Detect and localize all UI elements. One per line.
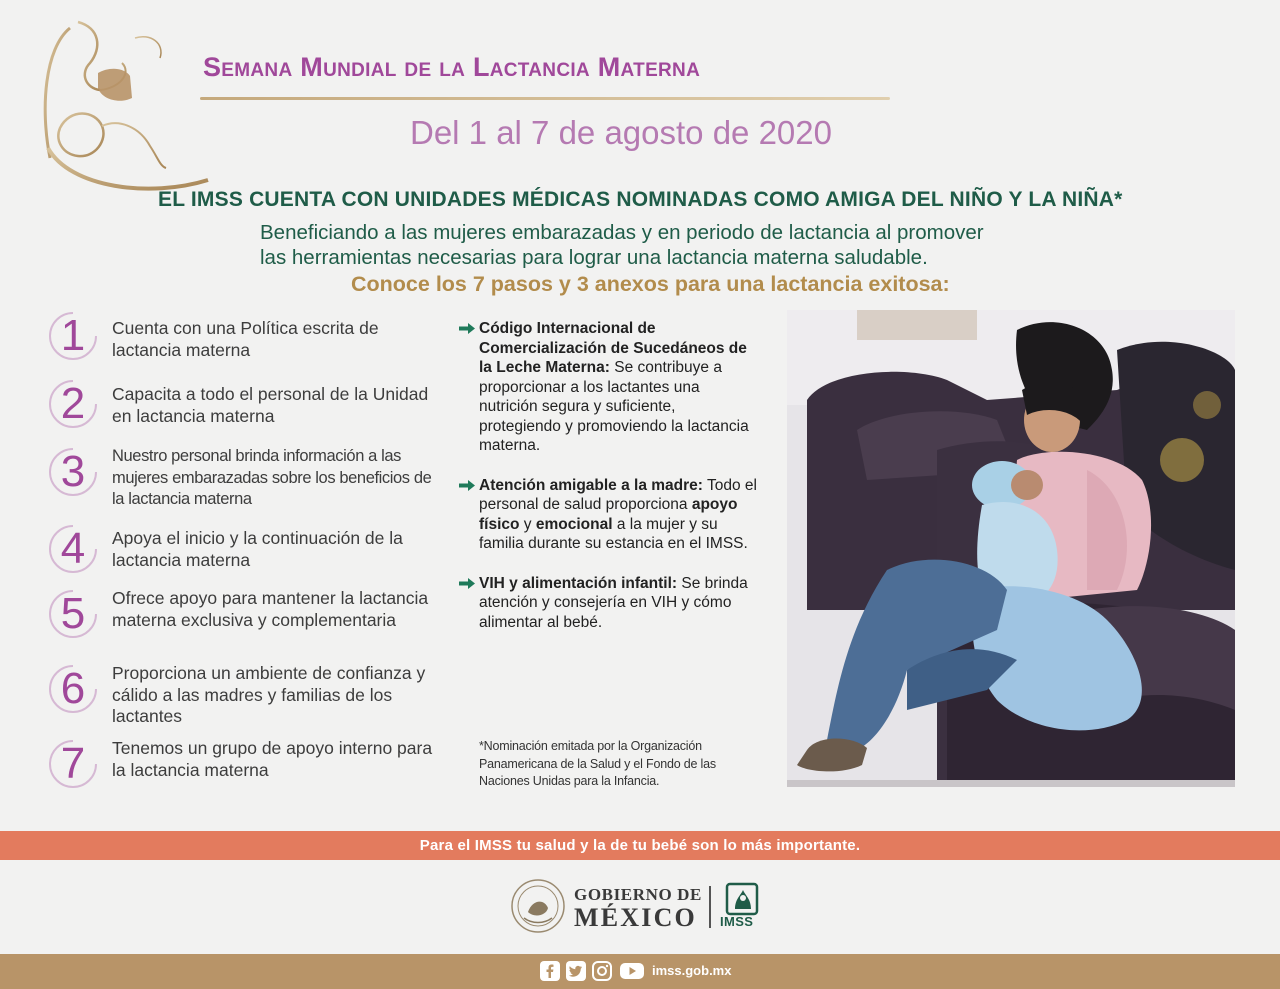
annexes-list <box>459 319 759 652</box>
step-number-badge <box>47 588 99 640</box>
annex-title: Código Internacional de Comercialización de Sucedáneos de la Leche Materna: <box>479 320 747 376</box>
step-number: 6 <box>60 664 86 713</box>
annex-text: Se brinda atención y consejería en VIH y cómo alimentar al bebé. <box>479 574 748 631</box>
step-text: Apoya el inicio y la continuación de la lactancia materna <box>112 528 403 570</box>
annex-text: Se contribuye a proporcionar a los lactantes una nutrición segura y suficiente, protegiendo y promoviendo la lactancia materna. <box>479 359 749 454</box>
twitter-icon[interactable] <box>566 961 586 981</box>
arrow-right-icon <box>459 578 475 589</box>
nomination-footnote: *Nominación emitada por la Organización Panamericana de la Salud y el Fondo de las Naciones Unidas para la Infancia. <box>479 739 716 788</box>
annex-item <box>459 476 759 554</box>
campaign-dates: Del 1 al 7 de agosto de 2020 <box>410 114 832 151</box>
step-text: Capacita a todo el personal de la Unidad en lactancia materna <box>112 384 429 426</box>
step-text: Cuenta con una Política escrita de lactancia materna <box>112 318 379 360</box>
arrow-right-icon <box>459 480 475 491</box>
youtube-icon[interactable] <box>620 961 644 981</box>
annex-emphasis: apoyo físico <box>479 496 738 533</box>
step-number: 7 <box>60 739 86 788</box>
step-number: 2 <box>60 379 86 428</box>
mother-breastfeeding-photo <box>787 310 1235 787</box>
annex-item <box>459 319 759 456</box>
step-text: Tenemos un grupo de apoyo interno para la lactancia materna <box>112 738 433 780</box>
annex-title: VIH y alimentación infantil: <box>479 574 678 592</box>
step-number: 3 <box>60 447 86 496</box>
government-logos <box>510 876 770 938</box>
step-number: 1 <box>60 311 86 360</box>
step-text: Proporciona un ambiente de confianza y cálido a las madres y familias de los lactantes <box>112 663 426 726</box>
gov-label-bottom: MÉXICO <box>574 903 697 932</box>
step-number-badge <box>47 446 99 498</box>
breastfeeding-logo-icon <box>40 18 220 198</box>
facebook-icon[interactable] <box>540 961 560 981</box>
logo-divider <box>709 886 711 928</box>
step-number-badge <box>47 310 99 362</box>
annex-text: a la mujer y su familia durante su estancia en el IMSS. <box>479 515 748 552</box>
website-link[interactable]: imss.gob.mx <box>652 963 732 978</box>
headline: EL IMSS CUENTA CON UNIDADES MÉDICAS NOMINADAS COMO AMIGA DEL NIÑO Y LA NIÑA* <box>158 188 1123 211</box>
imss-label: IMSS <box>720 914 754 929</box>
step-number-badge <box>47 378 99 430</box>
step-text: Ofrece apoyo para mantener la lactancia materna exclusiva y complementaria <box>112 588 429 630</box>
annex-title: Atención amigable a la madre: <box>479 476 703 494</box>
step-number: 5 <box>60 589 86 638</box>
arrow-right-icon <box>459 323 475 334</box>
annex-text: Todo el personal de salud proporciona <box>479 476 757 513</box>
campaign-title: Semana Mundial de la Lactancia Materna <box>203 52 701 82</box>
step-number-badge <box>47 663 99 715</box>
mexico-seal-icon <box>510 878 566 934</box>
step-text: Nuestro personal brinda información a las mujeres embarazadas sobre los beneficios de la lactancia materna <box>112 447 432 508</box>
gov-label-top: GOBIERNO DE <box>574 885 702 904</box>
step-number: 4 <box>60 524 86 573</box>
intro-line-1: Beneficiando a las mujeres embarazadas y en periodo de lactancia al promover <box>260 221 984 244</box>
slogan-text: Para el IMSS tu salud y la de tu bebé son lo más importante. <box>419 837 861 854</box>
slogan-bar <box>0 831 1280 860</box>
instagram-icon[interactable] <box>592 961 612 981</box>
step-number-badge <box>47 738 99 790</box>
annex-emphasis: emocional <box>535 515 613 533</box>
footer-bar <box>0 954 1280 989</box>
annex-item <box>459 574 759 633</box>
step-number-badge <box>47 523 99 575</box>
intro-line-2: las herramientas necesarias para lograr una lactancia materna saludable. <box>260 246 928 269</box>
steps-subhead: Conoce los 7 pasos y 3 anexos para una lactancia exitosa: <box>351 272 950 296</box>
intro-text <box>260 220 1140 270</box>
annex-text: y <box>519 515 536 533</box>
title-divider <box>200 97 890 100</box>
